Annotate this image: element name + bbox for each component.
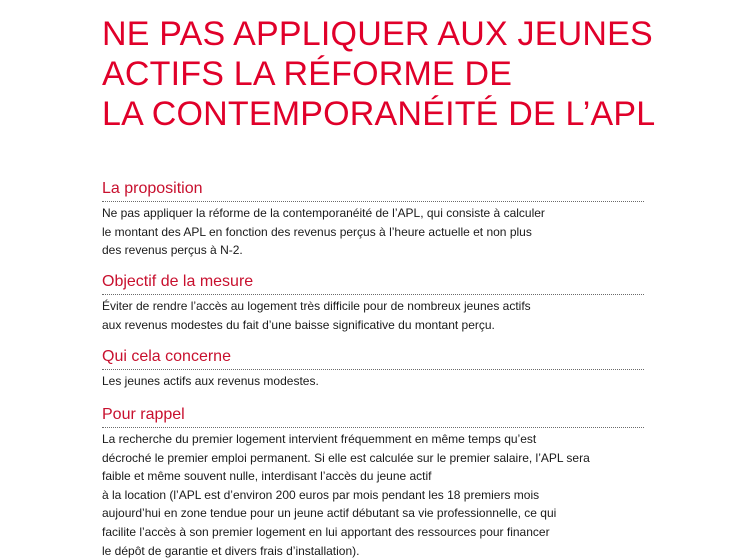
section-body [102,297,644,334]
section-objectif [102,272,644,334]
section-heading: Pour rappel [102,405,644,428]
body-line: à la location (l’APL est d’environ 200 euros par mois pendant les 18 premiers mois [102,487,540,502]
section-heading: Objectif de la mesure [102,272,644,295]
body-line: facilite l’accès à son premier logement en lui apportant des ressources pour financer [102,524,550,539]
title-line-3: LA CONTEMPORANÉITÉ DE L’APL [102,95,656,133]
section-body [102,204,644,260]
body-line: le dépôt de garantie et divers frais d’installation). [102,543,360,558]
body-line: Les jeunes actifs aux revenus modestes. [102,374,319,388]
body-line: faible et même souvent nulle, interdisant l’accès du jeune actif [102,469,432,484]
body-line: des revenus perçus à N-2. [102,243,243,258]
section-heading: Qui cela concerne [102,347,644,370]
section-body [102,372,644,391]
body-line: La recherche du premier logement intervient fréquemment en même temps qu’est [102,432,537,446]
title-line-1: NE PAS APPLIQUER AUX JEUNES [102,15,653,53]
section-qui-cela-concerne [102,347,644,391]
body-line: Éviter de rendre l’accès au logement très difficile pour de nombreux jeunes actifs [102,299,531,313]
section-proposition [102,179,644,260]
title-line-2: ACTIFS LA RÉFORME DE [102,55,513,93]
body-line: Ne pas appliquer la réforme de la contemporanéité de l’APL, qui consiste à calculer [102,206,545,220]
section-heading: La proposition [102,179,644,202]
page-title [102,14,722,134]
section-body [102,430,644,558]
body-line: décroché le premier emploi permanent. Si elle est calculée sur le premier salaire, l’APL sera [102,450,590,465]
body-line: le montant des APL en fonction des revenus perçus à l’heure actuelle et non plus [102,224,532,239]
section-pour-rappel [102,405,644,558]
body-line: aux revenus modestes du fait d’une baisse significative du montant perçu. [102,317,495,332]
body-line: aujourd’hui en zone tendue pour un jeune actif débutant sa vie professionnelle, ce qui [102,506,557,521]
